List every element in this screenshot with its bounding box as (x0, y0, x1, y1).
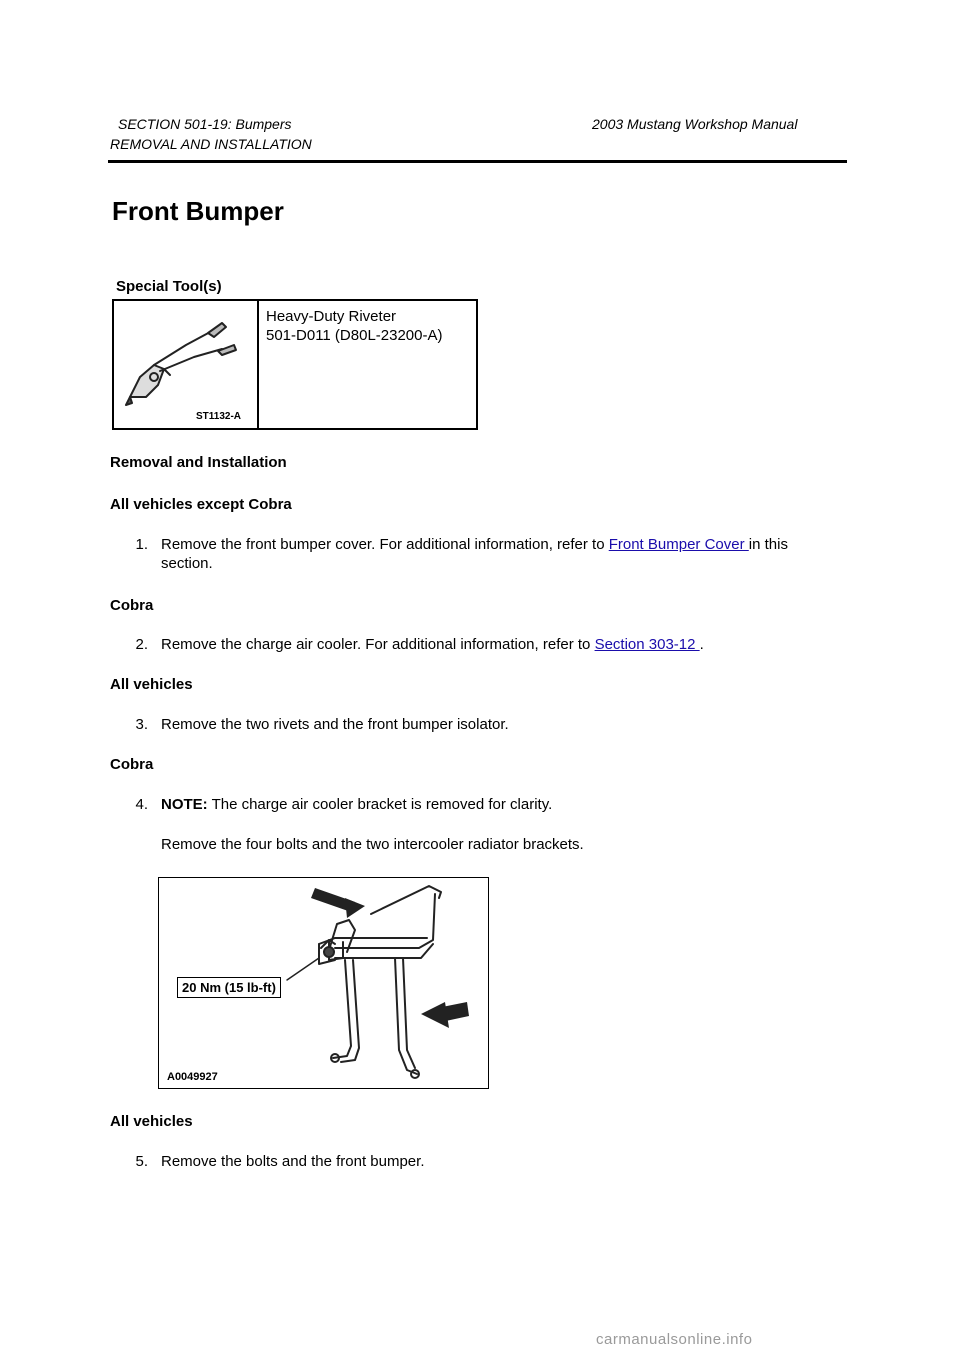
header-divider (108, 160, 847, 163)
watermark: carmanualsonline.info (596, 1331, 753, 1348)
step-number: 5. (135, 1153, 148, 1170)
step-2-text-before: Remove the charge air cooler. For additional information, refer to (161, 636, 595, 653)
riveter-tool-image (118, 305, 254, 430)
header-manual-title: 2003 Mustang Workshop Manual (592, 116, 798, 132)
group-label: Cobra (110, 597, 154, 614)
special-tools-heading: Special Tool(s) (116, 278, 222, 295)
tool-number: 501-D011 (D80L-23200-A) (266, 327, 443, 344)
riveter-illustration (118, 305, 254, 425)
step-1-text-line2: section. (161, 555, 213, 572)
group-label: Cobra (110, 756, 154, 773)
group-label: All vehicles (110, 676, 193, 693)
step-1-text-after: in this (748, 536, 788, 553)
page-title: Front Bumper (112, 196, 284, 226)
step-1-text (161, 535, 788, 555)
tool-name: Heavy-Duty Riveter (266, 308, 397, 325)
header-category: REMOVAL AND INSTALLATION (110, 136, 312, 152)
procedure-heading: Removal and Installation (110, 454, 287, 471)
note-label: NOTE: (161, 796, 208, 813)
tool-image-code: ST1132-A (196, 411, 242, 422)
torque-callout: 20 Nm (15 lb-ft) (177, 977, 281, 998)
step-number: 2. (135, 636, 148, 653)
step-3-text: Remove the two rivets and the front bumper isolator. (161, 716, 509, 733)
step-number: 1. (135, 536, 148, 553)
step-number: 3. (135, 716, 148, 733)
header-section: SECTION 501-19: Bumpers (118, 116, 292, 132)
table-divider (257, 301, 259, 428)
front-bumper-cover-link[interactable]: Front Bumper Cover (608, 536, 749, 553)
group-label: All vehicles except Cobra (110, 496, 292, 513)
step-2-text-after: . (699, 636, 704, 653)
step-number: 4. (135, 796, 148, 813)
intercooler-bracket-figure (158, 877, 489, 1089)
note-text: The charge air cooler bracket is removed for clarity. (207, 796, 553, 813)
special-tools-table (112, 299, 478, 430)
figure-code: A0049927 (167, 1071, 218, 1083)
step-4-text: Remove the four bolts and the two intercooler radiator brackets. (161, 836, 584, 853)
step-4-note (161, 795, 552, 815)
step-5-text: Remove the bolts and the front bumper. (161, 1153, 425, 1170)
group-label: All vehicles (110, 1113, 193, 1130)
section-303-12-link[interactable]: Section 303-12 (594, 636, 700, 653)
step-1-text-before: Remove the front bumper cover. For additional information, refer to (161, 536, 609, 553)
step-2-text (161, 635, 704, 655)
tool-description (266, 307, 443, 345)
